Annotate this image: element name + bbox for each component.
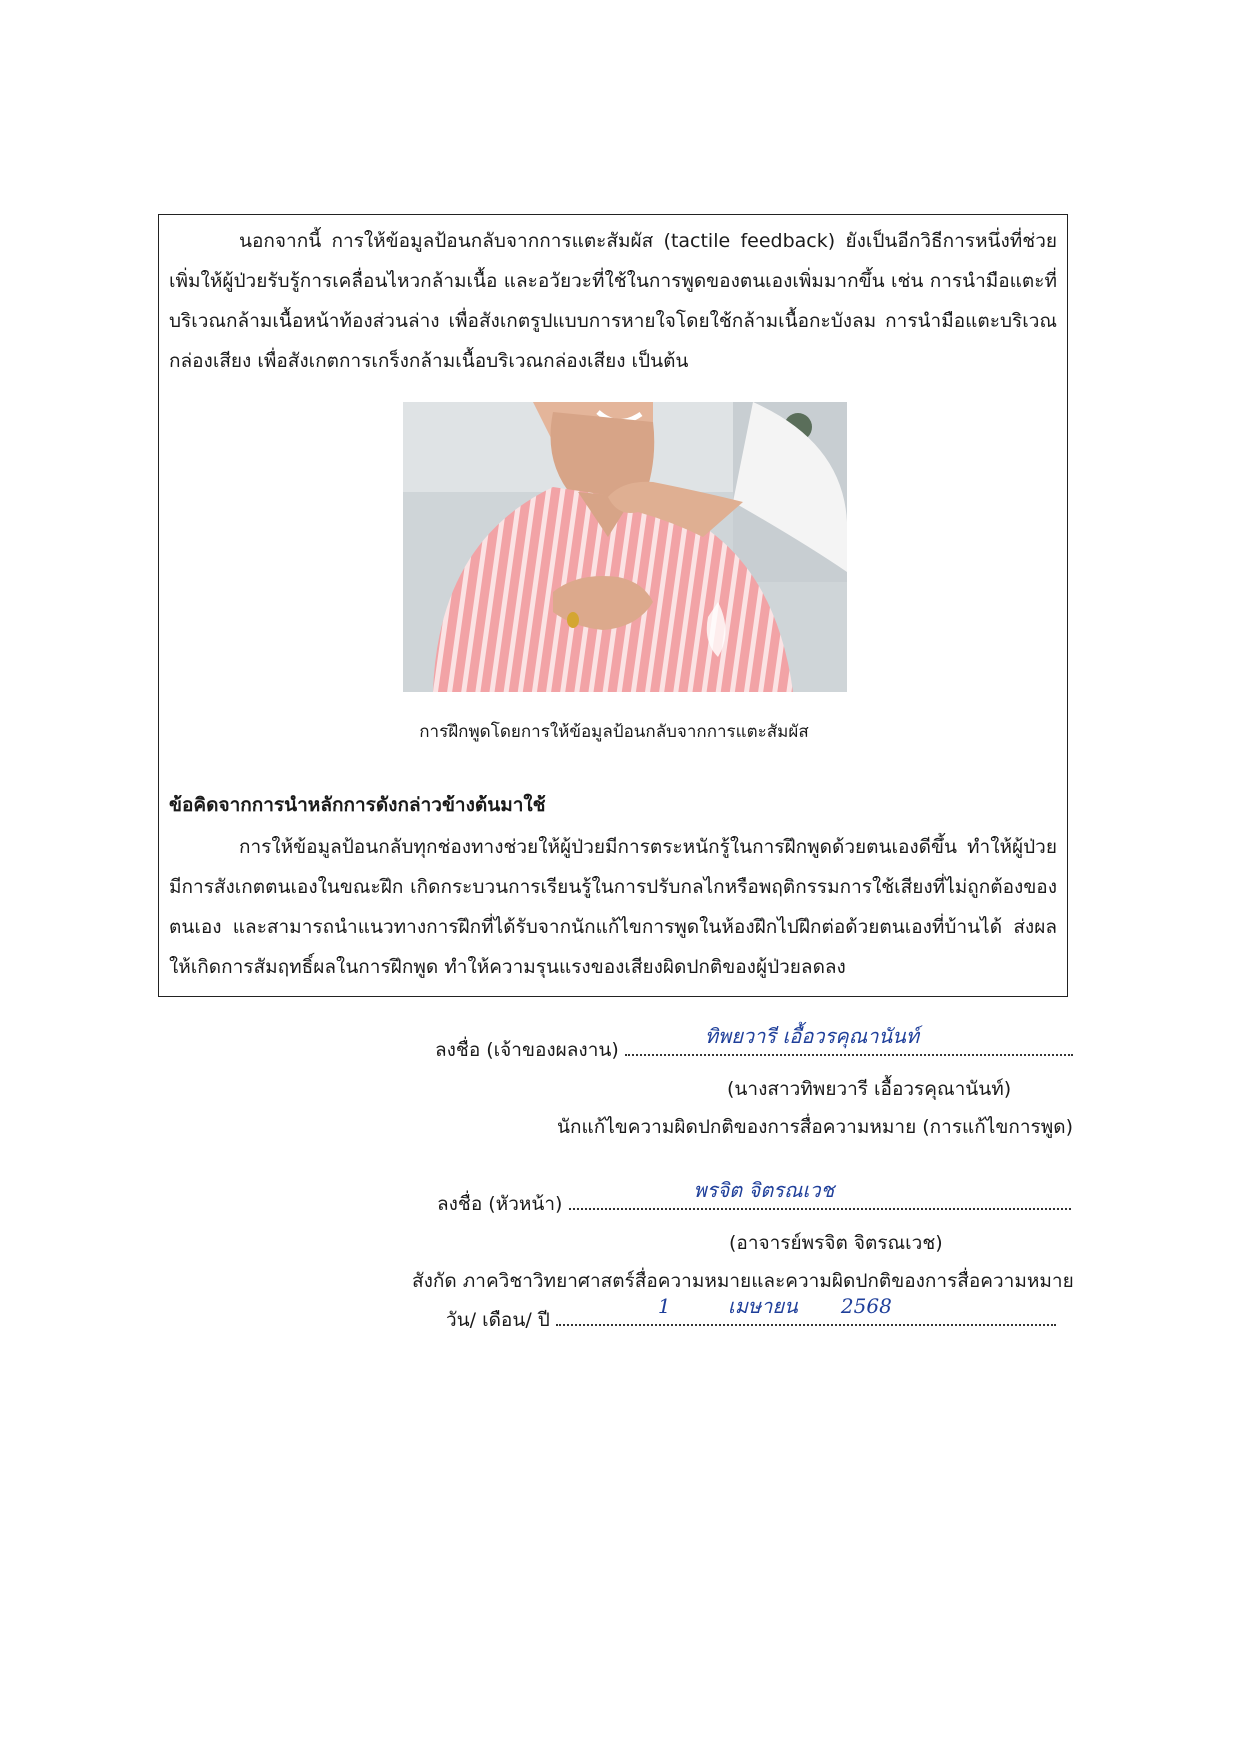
owner-signature-dots <box>625 1024 1073 1056</box>
head-signature-label: ลงชื่อ (หัวหน้า) <box>437 1193 563 1215</box>
photo-illustration <box>403 402 847 692</box>
owner-signature-label: ลงชื่อ (เจ้าของผลงาน) <box>435 1039 619 1061</box>
owner-signature-line <box>435 1024 1073 1065</box>
photo-caption: การฝึกพูดโดยการให้ข้อมูลป้อนกลับจากการแตะสัมผัส <box>419 722 809 742</box>
date-dots <box>556 1294 1056 1326</box>
date-line <box>446 1294 1056 1335</box>
owner-handwritten-signature: ทิพยวารี เอื้อวรคุณานันท์ <box>704 1024 919 1048</box>
date-day: 1 <box>657 1294 671 1318</box>
head-handwritten-signature: พรจิต จิตรณเวช <box>693 1178 835 1202</box>
head-name: (อาจารย์พรจิต จิตรณเวช) <box>729 1232 943 1254</box>
owner-position: นักแก้ไขความผิดปกติของการสื่อความหมาย (การแก้ไขการพูด) <box>557 1116 1073 1138</box>
head-signature-dots <box>569 1178 1071 1210</box>
paragraph-tactile-feedback: นอกจากนี้ การให้ข้อมูลป้อนกลับจากการแตะสัมผัส (tactile feedback) ยังเป็นอีกวิธีการหนึ่งที่ช่วยเพิ่มให้ผู้ป่วยรับรู้การเคลื่อนไหวกล้ามเนื้อ และอวัยวะที่ใช้ในการพูดของตนเองเพิ่มมากขึ้น เช่น การนำมือแตะที่บริเวณกล้ามเนื้อหน้าท้องส่วนล่าง เพื่อสังเกตรูปแบบการหายใจโดยใช้กล้ามเนื้อกะบังลม การนำมือแตะบริเวณกล่องเสียง เพื่อสังเกตการเกร็งกล้ามเนื้อบริเวณกล่องเสียง เป็นต้น <box>169 230 1057 372</box>
owner-name: (นางสาวทิพยวารี เอื้อวรคุณานันท์) <box>727 1078 1012 1100</box>
date-year: 2568 <box>840 1294 892 1318</box>
date-label: วัน/ เดือน/ ปี <box>446 1309 550 1331</box>
affiliation: สังกัด ภาควิชาวิทยาศาสตร์สื่อความหมายและความผิดปกติของการสื่อความหมาย <box>412 1270 1074 1292</box>
content-box <box>158 214 1068 997</box>
head-signature-line <box>437 1178 1071 1219</box>
date-month: เมษายน <box>727 1294 798 1318</box>
therapy-photo <box>403 402 847 692</box>
paragraph-reflection: การให้ข้อมูลป้อนกลับทุกช่องทางช่วยให้ผู้ป่วยมีการตระหนักรู้ในการฝึกพูดด้วยตนเองดีขึ้น ทำให้ผู้ป่วยมีการสังเกตตนเองในขณะฝึก เกิดกระบวนการเรียนรู้ในการปรับกลไกหรือพฤติกรรมการใช้เสียงที่ไม่ถูกต้องของตนเอง และสามารถนำแนวทางการฝึกที่ได้รับจากนักแก้ไขการพูดในห้องฝึกไปฝึกต่อด้วยตนเองที่บ้านได้ ส่งผลให้เกิดการสัมฤทธิ์ผลในการฝึกพูด ทำให้ความรุนแรงของเสียงผิดปกติของผู้ป่วยลดลง <box>169 836 1057 978</box>
section-heading: ข้อคิดจากการนำหลักการดังกล่าวข้างต้นมาใช้ <box>169 794 546 816</box>
